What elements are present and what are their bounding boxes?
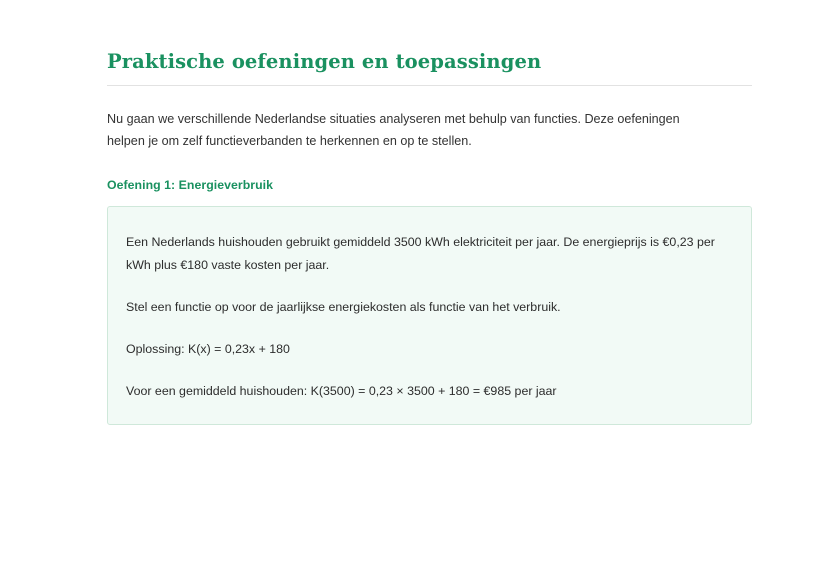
exercise-heading: Oefening 1: Energieverbruik xyxy=(107,178,274,193)
exercise-task: Stel een functie op voor de jaarlijkse energiekosten als functie van het verbruik. xyxy=(126,299,561,314)
page-title: Praktische oefeningen en toepassingen xyxy=(107,50,542,73)
exercise-problem-statement: Een Nederlands huishouden gebruikt gemiddeld 3500 kWh elektriciteit per jaar. De energieprijs is €0,23 per kWh plus €180 vaste kosten per jaar. xyxy=(126,235,715,272)
exercise-box xyxy=(107,206,752,424)
document-content xyxy=(107,50,752,425)
exercise-solution-example: Voor een gemiddeld huishouden: K(3500) = 0,23 × 3500 + 180 = €985 per jaar xyxy=(126,383,557,398)
exercise-solution-formula: Oplossing: K(x) = 0,23x + 180 xyxy=(126,341,290,356)
intro-paragraph: Nu gaan we verschillende Nederlandse situaties analyseren met behulp van functies. Deze oefeningen helpen je om zelf functieverbanden te herkennen en op te stellen. xyxy=(107,112,680,149)
title-divider xyxy=(107,85,752,86)
